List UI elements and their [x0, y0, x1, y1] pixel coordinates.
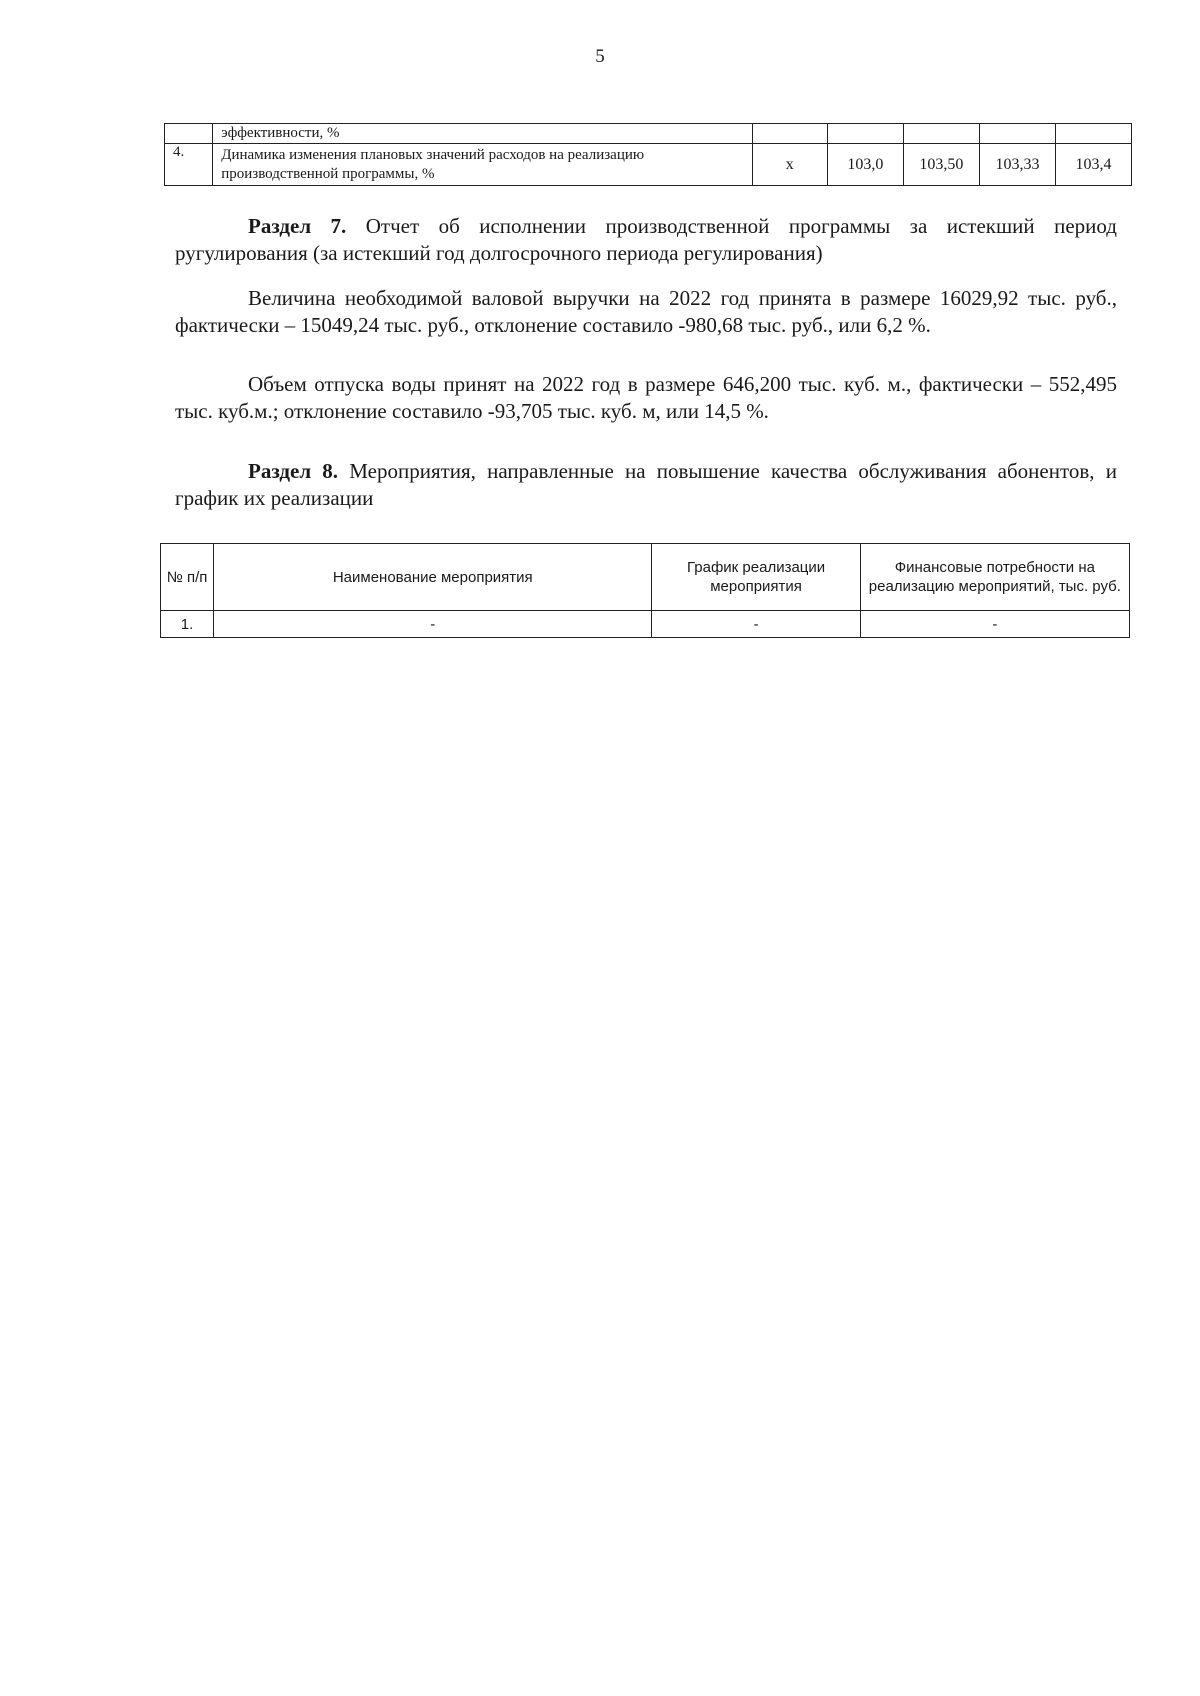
value-cell: [1056, 124, 1132, 144]
section7-paragraph1: Величина необходимой валовой выручки на 2022 год принята в размере 16029,92 тыс. руб., фактически – 15049,24 тыс. руб., отклонение составило -980,68 тыс. руб., или 6,2 %.: [175, 286, 1117, 337]
column-header-name: Наименование мероприятия: [214, 544, 652, 611]
value-cell: 103,4: [1056, 144, 1132, 186]
row-number: [165, 124, 213, 144]
table-header-row: [161, 544, 1130, 611]
value-cell: 103,50: [903, 144, 979, 186]
indicator-name: Динамика изменения плановых значений расходов на реализацию производственной программы, %: [213, 144, 753, 186]
value-cell: [827, 124, 903, 144]
value-cell: 103,33: [979, 144, 1055, 186]
measure-finance: -: [860, 611, 1129, 638]
value-cell: [979, 124, 1055, 144]
column-header-finance: Финансовые потребности на реализацию мероприятий, тыс. руб.: [860, 544, 1129, 611]
value-cell: х: [752, 144, 827, 186]
section8-heading-bold: Раздел 8.: [248, 459, 339, 483]
section7-heading: [175, 213, 1117, 267]
section7-heading-text: Отчет об исполнении производственной программы за истекший период ругулирования (за истекший год долгосрочного периода регулирования): [175, 214, 1117, 265]
table-row: [161, 611, 1130, 638]
measure-name: -: [214, 611, 652, 638]
value-cell: [903, 124, 979, 144]
value-cell: 103,0: [827, 144, 903, 186]
indicator-name: эффективности, %: [213, 124, 753, 144]
row-number: 1.: [161, 611, 214, 638]
section7-paragraph2: Объем отпуска воды принят на 2022 год в размере 646,200 тыс. куб. м., фактически – 552,495 тыс. куб.м.; отклонение составило -93,705 тыс. куб. м, или 14,5 %.: [175, 372, 1117, 423]
page-number: 5: [595, 46, 605, 67]
table-row: [165, 144, 1132, 186]
indicators-table-continuation: [164, 123, 1132, 186]
row-number: 4.: [165, 144, 213, 186]
section8-heading-text: Мероприятия, направленные на повышение качества обслуживания абонентов, и график их реализации: [175, 459, 1117, 510]
table-row: [165, 124, 1132, 144]
measures-table: [160, 543, 1130, 638]
column-header-number: № п/п: [161, 544, 214, 611]
column-header-schedule: График реализации мероприятия: [652, 544, 860, 611]
section7-heading-bold: Раздел 7.: [248, 214, 347, 238]
measure-schedule: -: [652, 611, 860, 638]
section8-heading: [175, 458, 1117, 512]
value-cell: [752, 124, 827, 144]
